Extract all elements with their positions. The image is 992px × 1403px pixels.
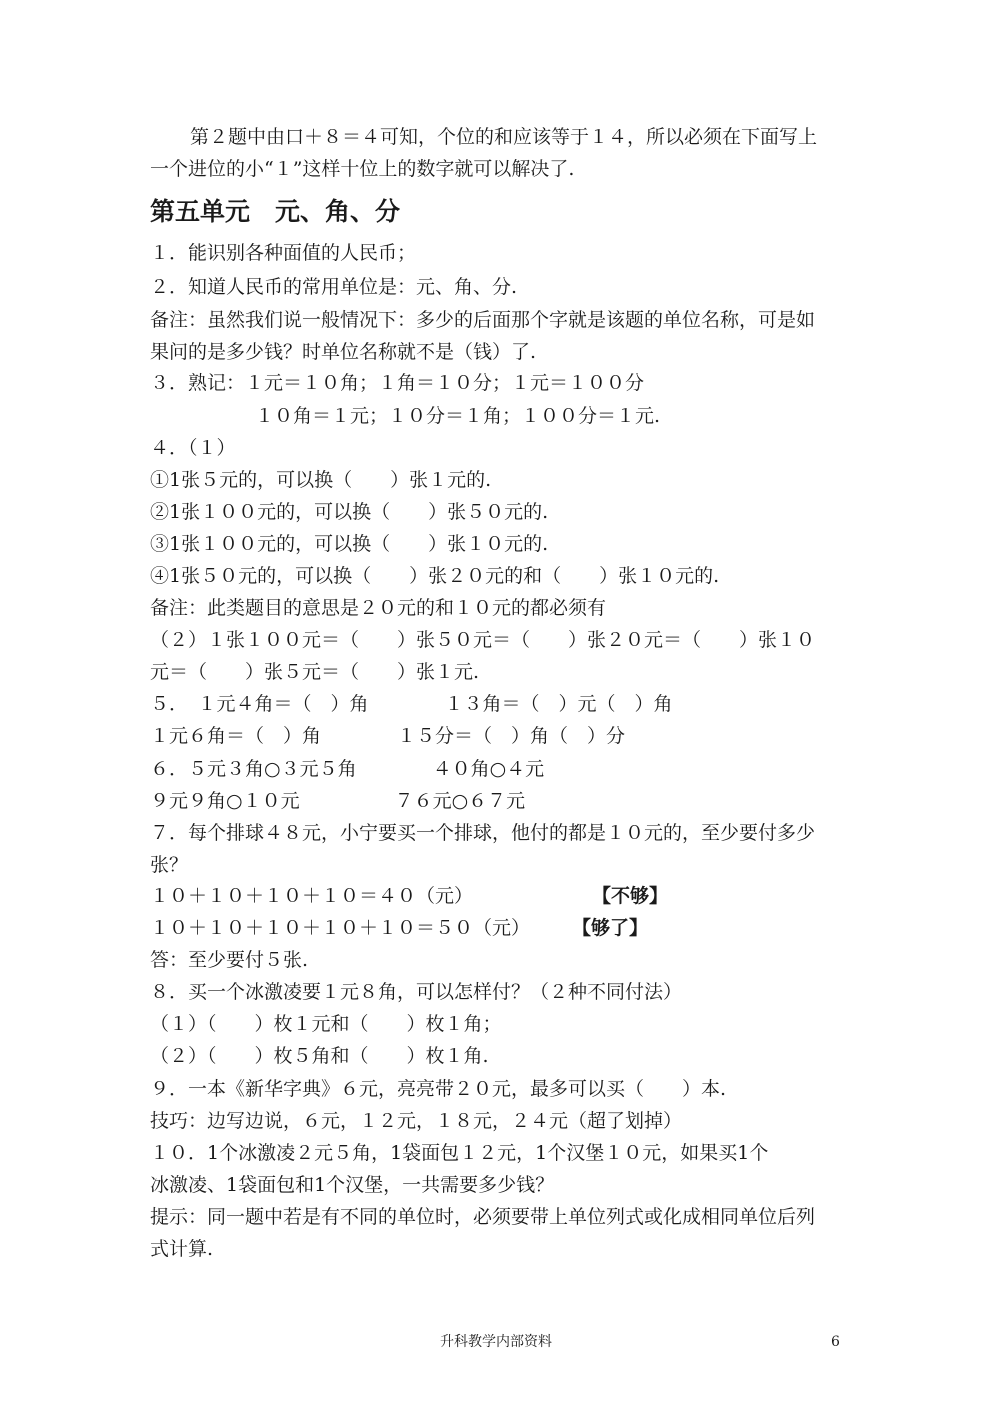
item-7-line-1: ７．每个排球４８元，小宁要买一个排球，他付的都是１０元的，至少要付多少 bbox=[150, 822, 816, 844]
note-1-line-2: 果问的是多少钱？时单位名称就不是（钱）了. bbox=[150, 341, 537, 363]
footer-text: 升科教学内部资料 bbox=[440, 1334, 552, 1350]
item-8: ８．买一个冰激凌要１元８角，可以怎样付？（２种不同付法） bbox=[150, 981, 683, 1003]
item-10-line-2: 冰激凌、1袋面包和1个汉堡，一共需要多少钱？ bbox=[150, 1174, 555, 1196]
item-6-line-1: ６．５元３角○３元５角 ４０角○４元 bbox=[150, 758, 545, 780]
item-1: １．能识别各种面值的人民币； bbox=[150, 242, 417, 264]
hint-line-2: 式计算. bbox=[150, 1238, 214, 1260]
item-7-calc-1-tag: 【不够】 bbox=[592, 885, 669, 907]
item-4-3: ③1张１００元的，可以换（ ）张１０元的. bbox=[150, 533, 549, 555]
note-2: 备注：此类题目的意思是２０元的和１０元的都必须有 bbox=[150, 597, 607, 619]
item-7-calc-1: １０＋１０＋１０＋１０＝４０（元） bbox=[150, 885, 474, 907]
tip: 技巧：边写边说，６元，１２元，１８元，２４元（超了划掉） bbox=[150, 1110, 683, 1132]
item-9: ９．一本《新华字典》６元，亮亮带２０元，最多可以买（ ）本. bbox=[150, 1078, 727, 1100]
intro-line-2: 一个进位的小“１”这样十位上的数字就可以解决了. bbox=[150, 158, 575, 180]
item-7-answer: 答：至少要付５张. bbox=[150, 949, 309, 971]
item-8-2: （２）（ ）枚５角和（ ）枚１角. bbox=[150, 1045, 489, 1067]
item-7-line-2: 张？ bbox=[150, 854, 189, 876]
item-4-part2-line-2: 元＝（ ）张５元＝（ ）张１元. bbox=[150, 661, 480, 683]
item-4-part2-line-1: （２）１张１００元＝（ ）张５０元＝（ ）张２０元＝（ ）张１０ bbox=[150, 629, 816, 651]
note-1-line-1: 备注：虽然我们说一般情况下：多少的后面那个字就是该题的单位名称，可是如 bbox=[150, 309, 816, 331]
item-5-line-1: ５． １元４角＝（ ）角 １３角＝（ ）元（ ）角 bbox=[150, 693, 673, 715]
item-4-2: ②1张１００元的，可以换（ ）张５０元的. bbox=[150, 501, 549, 523]
item-10-line-1: １０．1个冰激凌２元５角，1袋面包１２元，1个汉堡１０元，如果买1个 bbox=[150, 1142, 769, 1164]
page-number: 6 bbox=[831, 1334, 840, 1350]
item-3-line-2: １０角＝１元；１０分＝１角；１００分＝１元. bbox=[255, 405, 661, 427]
hint-line-1: 提示：同一题中若是有不同的单位时，必须要带上单位列式或化成相同单位后列 bbox=[150, 1206, 816, 1228]
intro-line-1: 第２题中由口＋８＝４可知，个位的和应该等于１４，所以必须在下面写上 bbox=[190, 126, 818, 148]
item-4-4: ④1张５０元的，可以换（ ）张２０元的和（ ）张１０元的. bbox=[150, 565, 720, 587]
item-7-calc-2-tag: 【够了】 bbox=[572, 917, 649, 939]
item-4-1: ①1张５元的，可以换（ ）张１元的. bbox=[150, 469, 492, 491]
item-7-calc-2: １０＋１０＋１０＋１０＋１０＝５０（元） bbox=[150, 917, 531, 939]
item-2: ２．知道人民币的常用单位是：元、角、分. bbox=[150, 276, 518, 298]
item-5-line-2: １元６角＝（ ）角 １５分＝（ ）角（ ）分 bbox=[150, 725, 626, 747]
item-4: ４．（１） bbox=[150, 437, 236, 459]
section-heading: 第五单元 元、角、分 bbox=[150, 197, 401, 226]
item-3-line-1: ３．熟记：１元＝１０角；１角＝１０分；１元＝１００分 bbox=[150, 372, 645, 394]
item-6-line-2: ９元９角○１０元 ７６元○６７元 bbox=[150, 790, 526, 812]
item-8-1: （１）（ ）枚１元和（ ）枚１角； bbox=[150, 1013, 502, 1035]
